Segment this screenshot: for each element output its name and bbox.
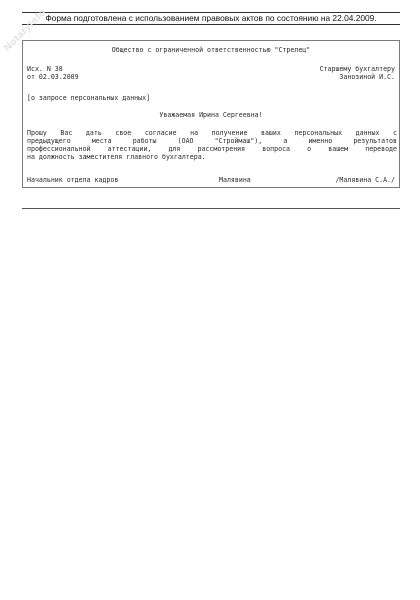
addressee-position: Старшему бухгалтеру (319, 65, 395, 73)
body-line: Прошу Вас дать свое согласие на получение ваших персональных данных с (27, 129, 397, 137)
letter-body (27, 129, 397, 161)
addressee-name: Занозиной И.С. (339, 73, 395, 81)
outgoing-date: от 02.03.2009 (27, 73, 79, 81)
signatory-position: Начальник отдела кадров (27, 176, 119, 184)
body-line: предыдущего места работы (ОАО "Строймаш"), а именно результатов (27, 137, 397, 145)
document-bottom-rule (22, 208, 400, 209)
watermark: NotaryInfo (2, 7, 49, 54)
body-line: профессиональной аттестации, для рассмотрения вопроса о вашем переводе (27, 145, 397, 153)
signatory-name: /Малявина С.А./ (335, 176, 395, 184)
greeting: Уважаемая Ирина Сергеевна! (159, 111, 263, 119)
signature: Малявина (219, 176, 251, 184)
letter-frame (22, 40, 400, 188)
body-line: на должность заместителя главного бухгалтера. (27, 153, 206, 161)
form-version-note: Форма подготовлена с использованием правовых актов по состоянию на 22.04.2009. (22, 12, 400, 25)
organization-name: Общество с ограниченной ответственностью "Стрелец" (111, 46, 311, 54)
letter-subject: [о запросе персональных данных] (27, 94, 151, 102)
outgoing-number: Исх. N 38 (27, 65, 63, 73)
